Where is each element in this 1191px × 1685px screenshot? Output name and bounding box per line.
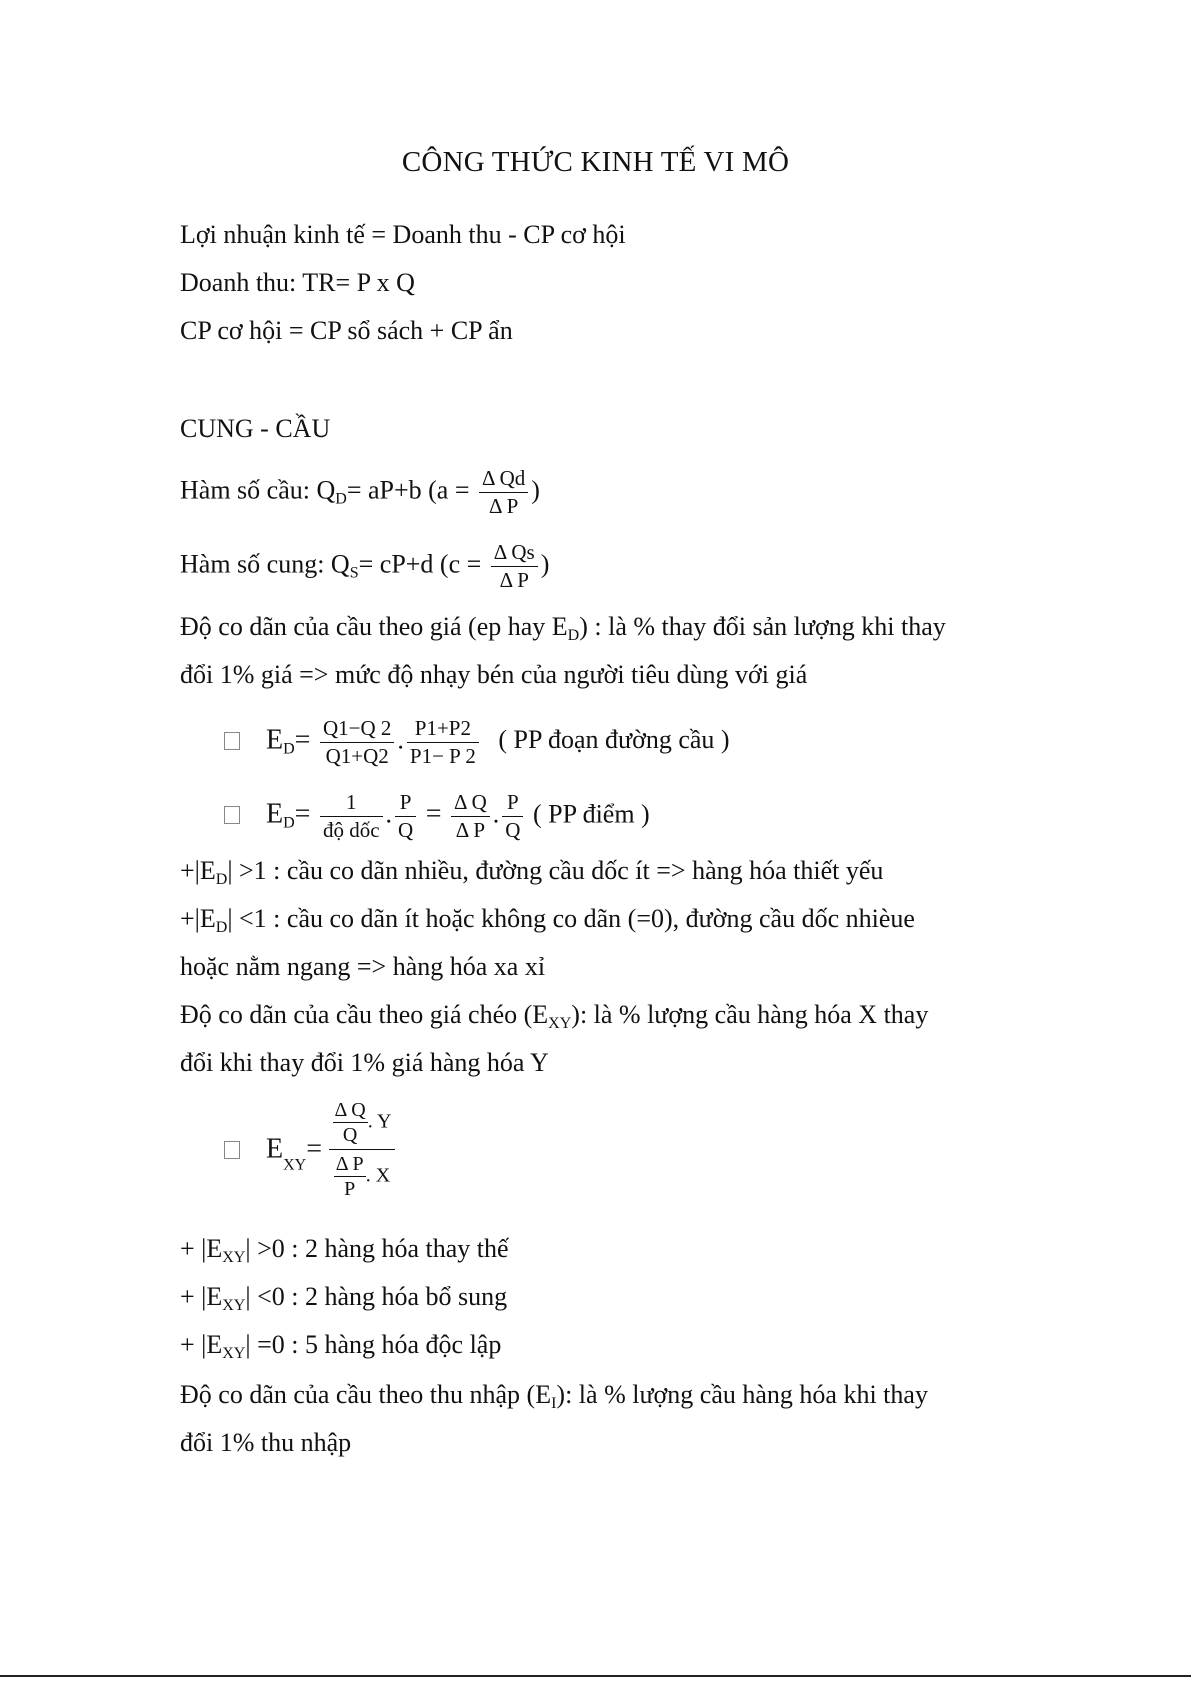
subscript: XY [283,1156,307,1174]
fraction-numerator: P1+P2 [407,718,479,743]
demand-function [180,468,540,517]
p-over-q-fraction [395,792,416,841]
text: + |E [180,1234,223,1263]
fraction-denominator: Δ P [455,818,486,842]
fraction-denominator: Q1+Q2 [325,744,389,768]
subscript: D [283,814,295,832]
supply-slope-fraction [491,542,538,591]
text: E [266,724,284,756]
demand-slope-fraction [479,468,528,517]
text: Độ co dãn của cầu theo giá (ep hay E [180,612,568,641]
supply-subscript: S [349,564,359,582]
fraction-denominator: Δ P [488,494,519,518]
elasticity-rule-less [180,904,915,934]
demand-prefix: Hàm số cầu: Q [180,475,336,505]
income-elasticity-definition-line1 [180,1380,928,1410]
subscript: D [215,871,228,888]
subscript: XY [222,1345,246,1362]
inverse-slope-fraction [320,792,383,841]
price-elasticity-definition-line2: đổi 1% giá => mức độ nhạy bén của người tiêu dùng với giá [180,660,808,689]
text: | >0 : 2 hàng hóa thay thế [245,1234,509,1263]
quantity-change-fraction [320,718,394,767]
fraction-numerator: Δ Qd [479,468,528,493]
fraction-numerator: Δ Q [334,1099,366,1121]
cross-elasticity-definition-line2: đổi khi thay đổi 1% giá hàng hóa Y [180,1048,549,1077]
text: E [266,1133,284,1165]
subscript: D [567,627,580,644]
text: Độ co dãn của cầu theo thu nhập (E [180,1380,552,1409]
cross-elasticity-fraction [329,1100,396,1199]
bullet-icon [224,806,240,824]
text: ): là % lượng cầu hàng hóa khi thay [556,1380,928,1409]
subscript: I [551,1395,557,1412]
fraction-numerator: 1 [320,792,383,817]
demand-subscript: D [335,490,347,508]
text: ): là % lượng cầu hàng hóa X thay [571,1000,929,1029]
cross-elasticity-formula [224,1100,395,1199]
inner-fraction [334,1154,366,1199]
text: . X [365,1164,391,1187]
text: . [397,725,404,755]
fraction-numerator: Q1−Q 2 [320,718,394,743]
text: = [294,724,311,756]
cross-rule-complement [180,1282,507,1312]
text: . [492,799,500,829]
income-elasticity-definition-line2: đổi 1% thu nhập [180,1428,352,1457]
fraction-denominator: Δ P [499,568,529,592]
fraction-numerator: P [502,792,523,817]
bullet-icon [224,732,240,750]
page-title: CÔNG THỨC KINH TẾ VI MÔ [401,146,790,178]
text: +|E [180,856,216,885]
p-over-q-fraction [502,792,523,841]
price-change-fraction [407,718,479,767]
revenue-formula: Doanh thu: TR= P x Q [180,268,415,297]
text: + |E [180,1330,223,1359]
opportunity-cost-formula: CP cơ hội = CP sổ sách + CP ẩn [180,316,513,345]
supply-function [180,542,549,591]
supply-suffix: ) [540,549,550,579]
bullet-icon [224,1141,240,1159]
arc-elasticity-formula [224,718,730,767]
subscript: XY [548,1015,572,1032]
cross-rule-independent [180,1330,501,1360]
fraction-numerator [329,1100,396,1150]
subscript: D [283,740,295,758]
elasticity-rule-greater [180,856,883,886]
fraction-numerator: Δ Qs [491,542,538,567]
text: Độ co dãn của cầu theo giá chéo (E [180,1000,549,1029]
text: | <0 : 2 hàng hóa bổ sung [245,1282,508,1311]
text: + |E [180,1282,223,1311]
fraction-numerator: Δ Q [451,792,490,817]
cross-rule-substitute [180,1234,509,1264]
method-note: ( PP đoạn đường cầu ) [498,725,730,755]
text: . [385,799,393,829]
text: = [294,798,311,830]
fraction-denominator [329,1150,396,1199]
subscript: XY [222,1297,246,1314]
text: +|E [180,904,216,933]
fraction-denominator: độ dốc [322,818,380,842]
text: = [306,1133,323,1165]
point-elasticity-formula [224,792,650,841]
delta-fraction [451,792,490,841]
subscript: XY [222,1249,246,1266]
elasticity-rule-less-cont: hoặc nằm ngang => hàng hóa xa xỉ [180,952,546,981]
fraction-denominator: Q [342,1124,358,1146]
fraction-numerator: Δ P [335,1153,364,1175]
page-bottom-rule [0,1675,1191,1677]
fraction-denominator: P1− P 2 [409,744,476,768]
supply-prefix: Hàm số cung: Q [180,549,350,579]
demand-suffix: ) [531,475,540,505]
text: ) : là % thay đổi sản lượng khi thay [579,612,946,641]
text: . Y [367,1110,392,1133]
text: | =0 : 5 hàng hóa độc lập [245,1330,502,1359]
section-heading-supply-demand: CUNG - CẦU [180,414,331,443]
inner-fraction [333,1100,368,1145]
supply-mid: = cP+d (c = [358,549,488,579]
economic-profit-formula: Lợi nhuận kinh tế = Doanh thu - CP cơ hội [180,220,626,249]
fraction-denominator: P [344,1178,356,1200]
fraction-denominator: Q [398,818,414,842]
fraction-numerator: P [395,792,416,817]
text: E [266,798,284,830]
demand-mid: = aP+b (a = [346,475,476,505]
price-elasticity-definition-line1 [180,612,946,642]
text: | <1 : cầu co dãn ít hoặc không co dãn (=0), đường cầu dốc nhièue [227,904,915,933]
text: = [425,798,442,830]
subscript: D [215,919,228,936]
text: | >1 : cầu co dãn nhiều, đường cầu dốc ít => hàng hóa thiết yếu [227,856,884,885]
cross-elasticity-definition-line1 [180,1000,928,1030]
method-note: ( PP điểm ) [532,799,650,829]
fraction-denominator: Q [505,818,521,842]
